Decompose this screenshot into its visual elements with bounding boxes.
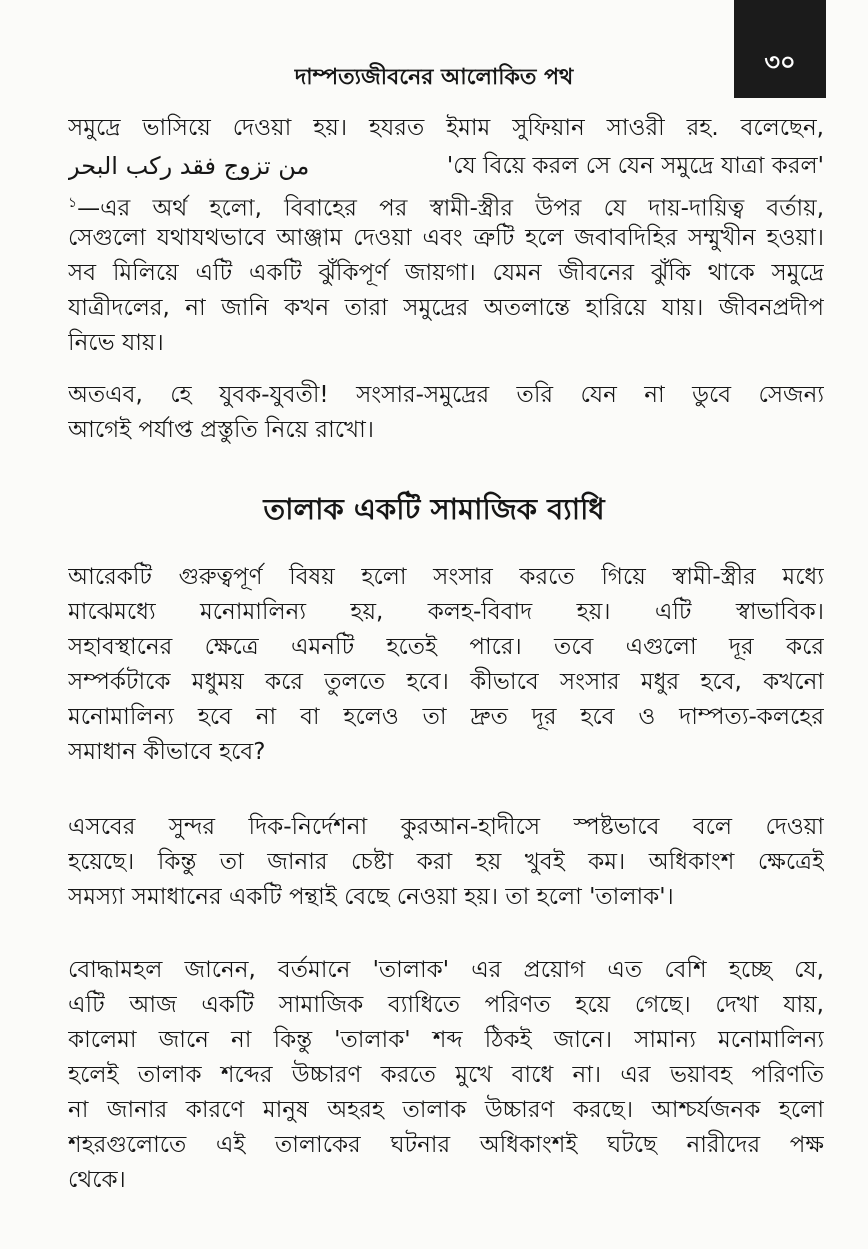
- paragraph-4: [68, 810, 824, 915]
- text-line: $^১$—এর অর্থ হলো, বিবাহের পর স্বামী-স্ত্রীর উপর যে দায়-দায়িত্ব বর্তায়,: [68, 195, 824, 221]
- text-line: মনোমালিন্য হবে না বা হলেও তা দ্রুত দূর হবে ও দাম্পত্য-কলহের: [68, 704, 824, 730]
- text-line: কালেমা জানে না কিন্তু 'তালাক' শব্দ ঠিকই জানে। সামান্য মনোমালিন্য: [68, 1027, 824, 1053]
- text-line: সমস্যা সমাধানের একটি পন্থাই বেছে নেওয়া হয়। তা হলো 'তালাক'।: [68, 884, 674, 910]
- text-line: মাঝেমধ্যে মনোমালিন্য হয়, কলহ-বিবাদ হয়। এটি স্বাভাবিক।: [68, 599, 824, 625]
- text-line: নিভে যায়।: [68, 330, 164, 356]
- text-line: সব মিলিয়ে এটি একটি ঝুঁকিপূর্ণ জায়গা। যেমন জীবনের ঝুঁকি থাকে সমুদ্রে: [68, 260, 824, 286]
- paragraph-3: [68, 560, 824, 770]
- text-line: সমুদ্রে ভাসিয়ে দেওয়া হয়। হযরত ইমাম সুফিয়ান সাওরী রহ. বলেছেন,: [68, 115, 824, 141]
- paragraph-2: [68, 378, 824, 448]
- text-line: এটি আজ একটি সামাজিক ব্যাধিতে পরিণত হয়ে গেছে। দেখা যায়,: [68, 992, 824, 1018]
- text-line: সহাবস্থানের ক্ষেত্রে এমনটি হতেই পারে। তবে এগুলো দূর করে: [68, 634, 824, 660]
- text-line: অতএব, হে যুবক-যুবতী! সংসার-সমুদ্রের তরি যেন না ডুবে সেজন্য: [68, 382, 824, 408]
- text-line: না জানার কারণে মানুষ অহরহ তালাক উচ্চারণ করছে। আশ্চর্যজনক হলো: [68, 1097, 824, 1123]
- text-line: সেগুলো যথাযথভাবে আঞ্জাম দেওয়া এবং ত্রুটি হলে জবাবদিহির সম্মুখীন হওয়া।: [68, 225, 824, 251]
- text-line: বোদ্ধামহল জানেন, বর্তমানে 'তালাক' এর প্রয়োগ এত বেশি হচ্ছে যে,: [68, 957, 824, 983]
- page-number-tab: [734, 0, 826, 98]
- text-line: সম্পর্কটাকে মধুময় করে তুলতে হবে। কীভাবে সংসার মধুর হবে, কখনো: [68, 669, 824, 695]
- paragraph-1: [68, 111, 824, 361]
- text-line: থেকে।: [68, 1167, 126, 1193]
- text-line: হয়েছে। কিন্তু তা জানার চেষ্টা করা হয় খুবই কম। অধিকাংশ ক্ষেত্রেই: [68, 849, 824, 875]
- bengali-quote: 'যে বিয়ে করল সে যেন সমুদ্রে যাত্রা করল': [446, 153, 824, 179]
- quote-line: [68, 146, 824, 186]
- running-header-title: দাম্পত্যজীবনের আলোকিত পথ: [294, 65, 574, 90]
- section-heading: তালাক একটি সামাজিক ব্যাধি: [263, 492, 605, 526]
- text-line: শহরগুলোতে এই তালাকের ঘটনার অধিকাংশই ঘটছে নারীদের পক্ষ: [68, 1132, 824, 1158]
- text-line: এসবের সুন্দর দিক-নির্দেশনা কুরআন-হাদীসে স্পষ্টভাবে বলে দেওয়া: [68, 814, 824, 840]
- page-number: ৩০: [764, 48, 796, 76]
- text-line: হলেই তালাক শব্দের উচ্চারণ করতে মুখে বাধে না। এর ভয়াবহ পরিণতি: [68, 1062, 824, 1088]
- text-line: আরেকটি গুরুত্বপূর্ণ বিষয় হলো সংসার করতে গিয়ে স্বামী-স্ত্রীর মধ্যে: [68, 564, 824, 590]
- paragraph-5: [68, 953, 824, 1198]
- text-line: সমাধান কীভাবে হবে?: [68, 739, 266, 765]
- text-line: আগেই পর্যাপ্ত প্রস্তুতি নিয়ে রাখো।: [68, 417, 374, 443]
- text-line: যাত্রীদলের, না জানি কখন তারা সমুদ্রের অতলান্তে হারিয়ে যায়। জীবনপ্রদীপ: [68, 295, 824, 321]
- footnote-marker: ১: [68, 195, 78, 211]
- arabic-quote: من تزوج فقد ركب البحر: [68, 152, 310, 180]
